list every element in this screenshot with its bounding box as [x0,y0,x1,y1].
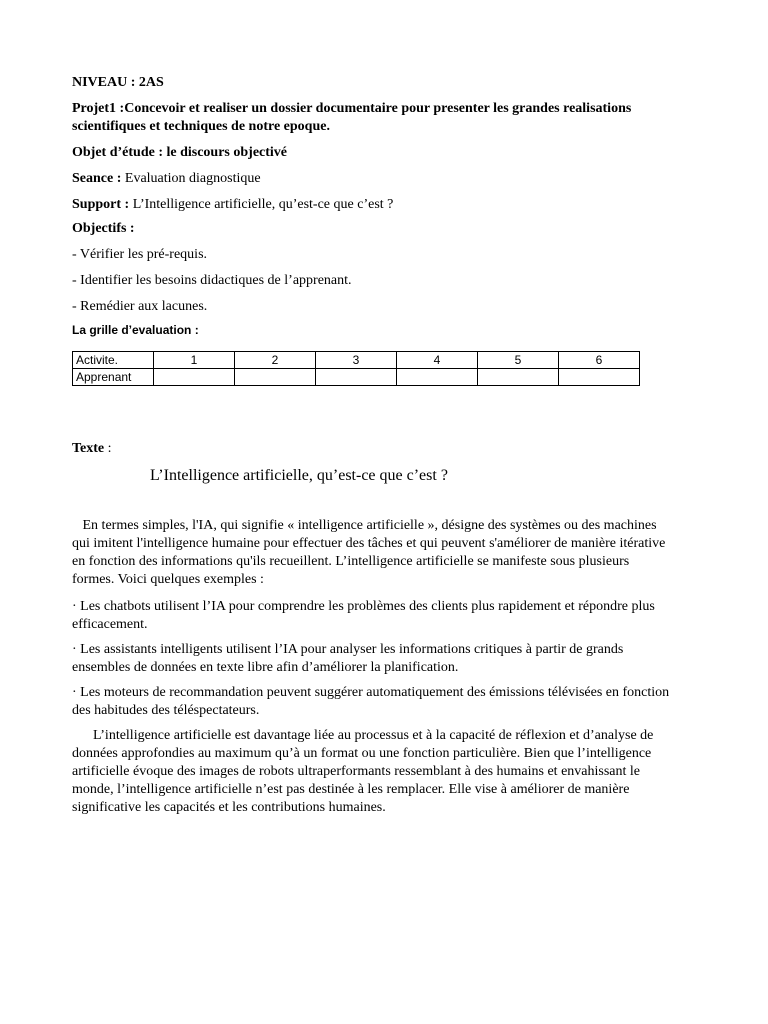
paragraph-conclusion: L’intelligence artificielle est davantage liée au processus et à la capacité de réflexion et d’analyse de données approfondies au maximum qu’à un format ou une fonction particulière. Bien que l’intelligence artificielle évoque des images de robots ultraperformants ressemblant à des humains et envahissant le monde, l’intelligence artificielle n’est pas destinée à les remplacer. Elle vise à améliorer de manière significative les capacités et les contributions humaines. [72,728,657,815]
grid-header-cell: 4 [397,352,478,369]
grid-header-cell: 1 [154,352,235,369]
bullet-assistants: · Les assistants intelligents utilisent l’IA pour analyser les informations critiques à partir de grands ensembles de données en texte libre afin d’améliorer la planification. [72,642,624,675]
grid-row-label: Apprenant [73,369,154,386]
grid-row-label: Activite. [73,352,154,369]
seance-line [72,170,261,188]
grid-empty-cell [478,369,559,386]
grid-header-cell: 2 [235,352,316,369]
objet-etude-line: Objet d’étude : le discours objectivé [72,145,288,160]
grid-empty-cell [316,369,397,386]
grid-empty-cell [559,369,640,386]
support-line [72,196,393,214]
objectif-item: - Remédier aux lacunes. [72,299,208,314]
grid-empty-cell [397,369,478,386]
objectif-item: - Identifier les besoins didactiques de l’apprenant. [72,273,352,288]
seance-label: Seance : [72,171,122,186]
objectif-item: - Vérifier les pré-requis. [72,247,208,262]
texte-label-suffix: : [104,441,112,456]
projet-line-1: Projet1 :Concevoir et realiser un dossier documentaire pour presenter les grandes realisations [72,101,632,116]
projet-line-2: scientifiques et techniques de notre epoque. [72,119,330,134]
grid-header-cell: 3 [316,352,397,369]
grid-header-cell: 5 [478,352,559,369]
seance-value: Evaluation diagnostique [121,171,261,186]
grille-title: La grille d’evaluation : [72,323,199,337]
grid-empty-cell [154,369,235,386]
paragraph-intro: En termes simples, l'IA, qui signifie « intelligence artificielle », désigne des systèmes ou des machines qui imitent l'intelligence humaine pour effectuer des tâches et qui peuvent s'améliorer de manière itérative en fonction des informations qu'ils recueillent. L’intelligence artificielle se manifeste sous plusieurs formes. Voici quelques exemples : [72,518,669,587]
support-label: Support : [72,197,130,212]
grid-empty-cell [235,369,316,386]
bullet-moteurs: · Les moteurs de recommandation peuvent suggérer automatiquement des émissions télévisées en fonction des habitudes des téléspectateurs. [72,685,670,718]
bullet-chatbots: · Les chatbots utilisent l’IA pour comprendre les problèmes des clients plus rapidement et répondre plus efficacement. [72,599,655,632]
texte-label: Texte [72,441,105,456]
objectifs-label: Objectifs : [72,221,135,236]
support-value: L’Intelligence artificielle, qu’est-ce que c’est ? [129,197,394,212]
grid-row-activite [73,352,640,369]
niveau-line: NIVEAU : 2AS [72,75,164,90]
texte-label-line [72,440,112,458]
evaluation-grid [72,351,640,386]
grid-row-apprenant [73,369,640,386]
grid-header-cell: 6 [559,352,640,369]
texte-title: L’Intelligence artificielle, qu’est-ce que c’est ? [150,467,448,484]
